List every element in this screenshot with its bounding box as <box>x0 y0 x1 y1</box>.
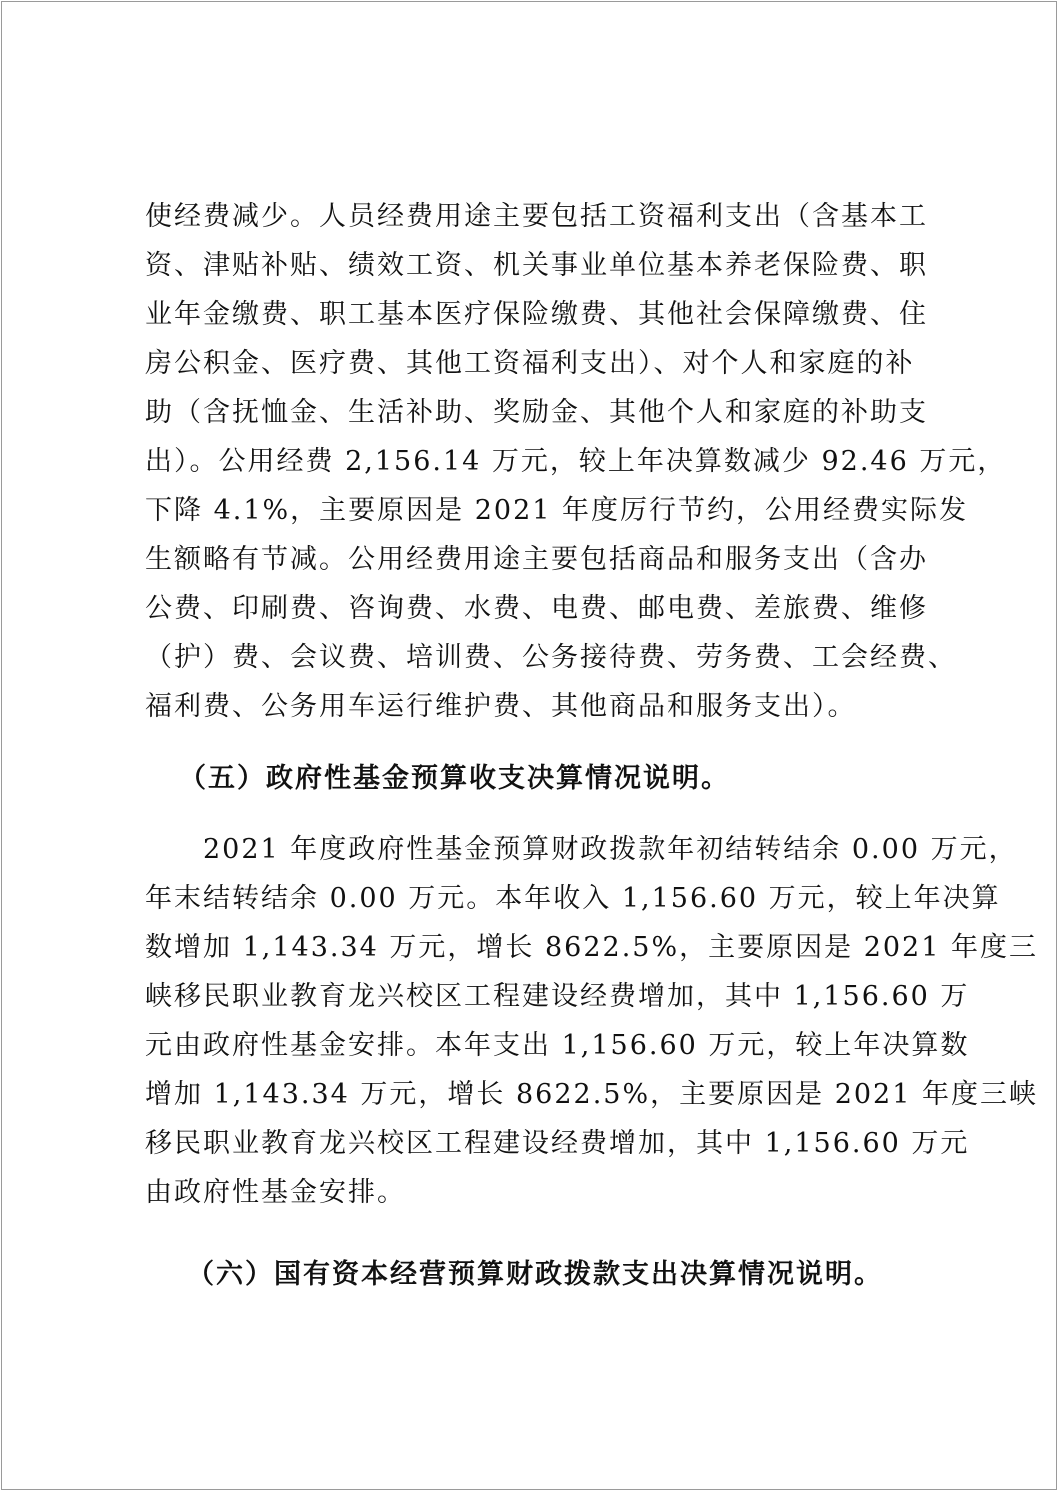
text-line: 生额略有节减。公用经费用途主要包括商品和服务支出（含办 <box>145 544 928 575</box>
text-line: 福利费、公务用车运行维护费、其他商品和服务支出）。 <box>145 691 857 722</box>
text-line: 出）。公用经费 2,156.14 万元，较上年决算数减少 92.46 万元， <box>145 446 1007 477</box>
text-line: 由政府性基金安排。 <box>145 1177 406 1208</box>
text-line: 房公积金、医疗费、其他工资福利支出）、对个人和家庭的补 <box>145 348 915 379</box>
section-heading-state-capital: （六）国有资本经营预算财政拨款支出决算情况说明。 <box>187 1259 883 1290</box>
text-line: 资、津贴补贴、绩效工资、机关事业单位基本养老保险费、职 <box>145 250 928 281</box>
text-line: 峡移民职业教育龙兴校区工程建设经费增加，其中 1,156.60 万 <box>145 981 970 1012</box>
text-line: 公费、印刷费、咨询费、水费、电费、邮电费、差旅费、维修 <box>145 593 928 624</box>
section-heading-government-fund: （五）政府性基金预算收支决算情况说明。 <box>179 763 730 794</box>
text-line: 增加 1,143.34 万元，增长 8622.5%，主要原因是 2021 年度三峡 <box>145 1079 1038 1110</box>
paragraph-personnel-and-public-expenses <box>145 192 1007 731</box>
text-line: 下降 4.1%，主要原因是 2021 年度厉行节约，公用经费实际发 <box>145 495 969 526</box>
text-line: 数增加 1,143.34 万元，增长 8622.5%，主要原因是 2021 年度三 <box>145 932 1038 963</box>
text-line: （护）费、会议费、培训费、公务接待费、劳务费、工会经费、 <box>145 642 957 673</box>
document-page <box>1 1 1057 1490</box>
paragraph-government-fund <box>145 825 1038 1217</box>
text-line: 元由政府性基金安排。本年支出 1,156.60 万元，较上年决算数 <box>145 1030 970 1061</box>
text-line: 助（含抚恤金、生活补助、奖励金、其他个人和家庭的补助支 <box>145 397 928 428</box>
text-line: 业年金缴费、职工基本医疗保险缴费、其他社会保障缴费、住 <box>145 299 928 330</box>
document-body <box>145 192 1038 1299</box>
text-line: 移民职业教育龙兴校区工程建设经费增加，其中 1,156.60 万元 <box>145 1128 970 1159</box>
text-line: 使经费减少。人员经费用途主要包括工资福利支出（含基本工 <box>145 201 928 232</box>
text-line: 2021 年度政府性基金预算财政拨款年初结转结余 0.00 万元， <box>203 834 1018 865</box>
text-line: 年末结转结余 0.00 万元。本年收入 1,156.60 万元，较上年决算 <box>145 883 1001 914</box>
